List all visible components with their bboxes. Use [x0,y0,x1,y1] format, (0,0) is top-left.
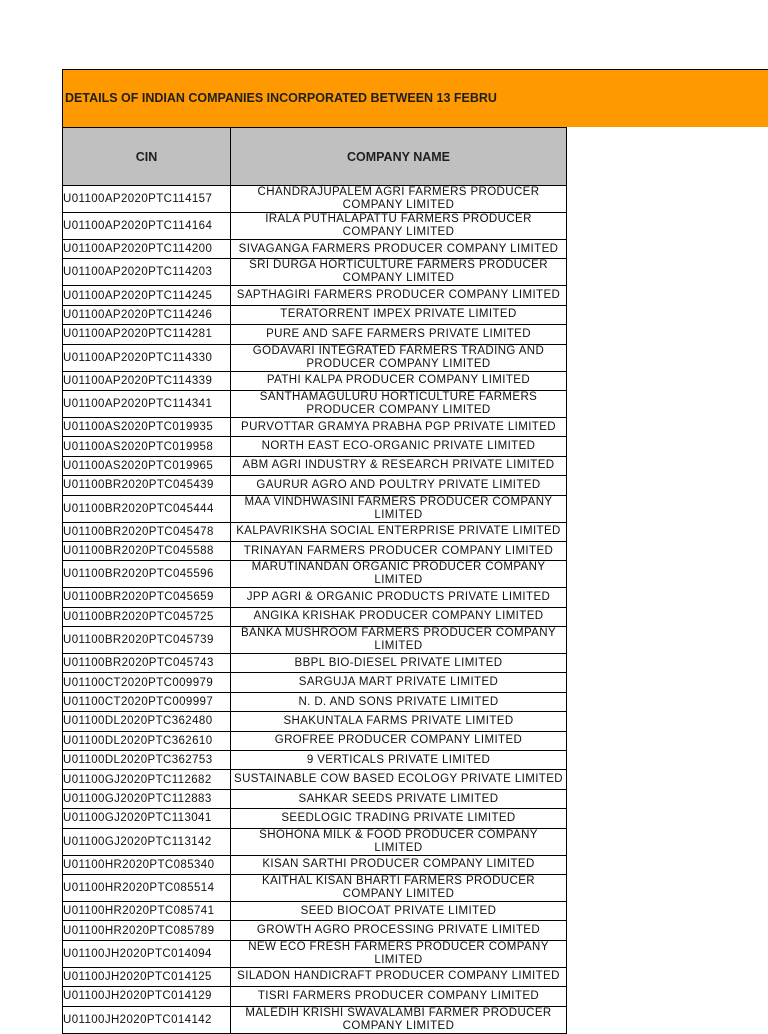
report-title: DETAILS OF INDIAN COMPANIES INCORPORATED BETWEEN 13 FEBRU [65,91,497,105]
company-name-cell [231,456,567,475]
company-name-text: GODAVARI INTEGRATED FARMERS TRADING AND PRODUCER COMPANY LIMITED [252,344,545,370]
company-name-cell [231,437,567,456]
table-row [63,495,567,522]
company-name-text: SANTHAMAGULURU HORTICULTURE FARMERS PRODUCER COMPANY LIMITED [259,390,538,416]
cin-cell: U01100BR2020PTC045725 [63,607,231,626]
table-row [63,940,567,967]
table-row [63,809,567,828]
table-row [63,456,567,475]
cin-cell: U01100AS2020PTC019935 [63,417,231,436]
cin-cell: U01100HR2020PTC085741 [63,901,231,920]
table-row [63,344,567,371]
company-name-cell [231,627,567,654]
company-name-text: JPP AGRI & ORGANIC PRODUCTS PRIVATE LIMITED [246,590,551,603]
company-name-text: SHOHONA MILK & FOOD PRODUCER COMPANY LIMITED [259,828,538,854]
cin-cell: U01100AS2020PTC019965 [63,456,231,475]
cin-cell: U01100BR2020PTC045588 [63,541,231,560]
table-row [63,213,567,240]
table-row [63,561,567,588]
company-name-cell [231,1006,567,1033]
company-name-text: MARUTINANDAN ORGANIC PRODUCER COMPANY LIMITED [251,561,546,587]
company-name-cell [231,259,567,286]
company-name-cell [231,588,567,607]
table-row [63,259,567,286]
company-name-text: TRINAYAN FARMERS PRODUCER COMPANY LIMITED [243,544,554,557]
company-name-text: 9 VERTICALS PRIVATE LIMITED [306,753,491,766]
company-name-cell [231,712,567,731]
cin-cell: U01100DL2020PTC362753 [63,751,231,770]
cin-cell: U01100CT2020PTC009979 [63,673,231,692]
table-row [63,770,567,789]
company-name-cell [231,305,567,324]
company-name-cell [231,987,567,1006]
cin-cell: U01100BR2020PTC045743 [63,654,231,673]
cin-cell: U01100GJ2020PTC112883 [63,789,231,808]
cin-cell: U01100BR2020PTC045439 [63,476,231,495]
company-name-cell [231,325,567,344]
table-row [63,901,567,920]
table-row [63,921,567,940]
cin-cell: U01100AP2020PTC114157 [63,186,231,213]
cin-cell: U01100JH2020PTC014129 [63,987,231,1006]
company-name-cell [231,561,567,588]
cin-cell: U01100AP2020PTC114164 [63,213,231,240]
company-name-text: MAA VINDHWASINI FARMERS PRODUCER COMPANY LIMITED [244,495,553,521]
company-name-text: BANKA MUSHROOM FARMERS PRODUCER COMPANY LIMITED [240,627,557,653]
companies-table [62,127,567,1034]
company-name-cell [231,417,567,436]
company-name-text: N. D. AND SONS PRIVATE LIMITED [298,695,499,708]
company-name-cell [231,390,567,417]
company-name-cell [231,286,567,305]
cin-cell: U01100HR2020PTC085514 [63,874,231,901]
column-header-company-name: COMPANY NAME [231,128,567,186]
table-row [63,240,567,259]
company-name-text: SRI DURGA HORTICULTURE FARMERS PRODUCER COMPANY LIMITED [249,259,548,285]
cin-cell: U01100DL2020PTC362610 [63,731,231,750]
table-row [63,437,567,456]
company-name-text: ABM AGRI INDUSTRY & RESEARCH PRIVATE LIMITED [242,459,555,472]
company-name-cell [231,495,567,522]
company-name-cell [231,901,567,920]
table-row [63,874,567,901]
company-name-cell [231,809,567,828]
company-name-text: PURVOTTAR GRAMYA PRABHA PGP PRIVATE LIMITED [241,420,556,433]
table-row [63,186,567,213]
company-name-text: GROFREE PRODUCER COMPANY LIMITED [274,734,523,747]
cin-cell: U01100BR2020PTC045444 [63,495,231,522]
company-name-cell [231,522,567,541]
table-row [63,476,567,495]
company-name-text: BBPL BIO-DIESEL PRIVATE LIMITED [294,656,503,669]
company-name-text: IRALA PUTHALAPATTU FARMERS PRODUCER COMPANY LIMITED [265,213,532,238]
cin-cell: U01100AS2020PTC019958 [63,437,231,456]
cin-cell: U01100GJ2020PTC113142 [63,828,231,855]
table-row [63,390,567,417]
table-row [63,371,567,390]
company-name-cell [231,828,567,855]
cin-cell: U01100BR2020PTC045478 [63,522,231,541]
company-name-text: SAPTHAGIRI FARMERS PRODUCER COMPANY LIMITED [236,289,561,302]
cin-cell: U01100HR2020PTC085789 [63,921,231,940]
cin-cell: U01100DL2020PTC362480 [63,712,231,731]
table-row [63,731,567,750]
company-name-text: CHANDRAJUPALEM AGRI FARMERS PRODUCER COMPANY LIMITED [257,186,540,211]
cin-cell: U01100AP2020PTC114341 [63,390,231,417]
cin-cell: U01100AP2020PTC114330 [63,344,231,371]
table-row [63,855,567,874]
cin-cell: U01100AP2020PTC114339 [63,371,231,390]
cin-cell: U01100JH2020PTC014142 [63,1006,231,1033]
cin-cell: U01100AP2020PTC114281 [63,325,231,344]
company-name-text: KAITHAL KISAN BHARTI FARMERS PRODUCER COMPANY LIMITED [262,874,535,900]
company-name-cell [231,789,567,808]
table-row [63,751,567,770]
table-row [63,692,567,711]
cin-cell: U01100BR2020PTC045596 [63,561,231,588]
company-name-cell [231,692,567,711]
company-name-text: KISAN SARTHI PRODUCER COMPANY LIMITED [262,858,535,871]
company-name-text: GAURUR AGRO AND POULTRY PRIVATE LIMITED [256,478,541,491]
table-row [63,828,567,855]
company-name-text: KALPAVRIKSHA SOCIAL ENTERPRISE PRIVATE LIMITED [236,525,561,538]
company-name-text: SEEDLOGIC TRADING PRIVATE LIMITED [281,811,516,824]
company-name-text: TISRI FARMERS PRODUCER COMPANY LIMITED [257,989,540,1002]
company-name-text: TERATORRENT IMPEX PRIVATE LIMITED [280,308,517,321]
table-row [63,1006,567,1033]
company-name-text: GROWTH AGRO PROCESSING PRIVATE LIMITED [256,924,541,937]
cin-cell: U01100JH2020PTC014125 [63,967,231,986]
company-name-text: SAHKAR SEEDS PRIVATE LIMITED [298,792,499,805]
company-name-text: SUSTAINABLE COW BASED ECOLOGY PRIVATE LIMITED [234,773,563,786]
company-name-text: NORTH EAST ECO-ORGANIC PRIVATE LIMITED [261,440,536,453]
company-name-cell [231,731,567,750]
company-name-text: PATHI KALPA PRODUCER COMPANY LIMITED [266,374,531,387]
company-name-cell [231,874,567,901]
table-row [63,627,567,654]
company-name-text: SARGUJA MART PRIVATE LIMITED [298,676,499,689]
company-name-cell [231,751,567,770]
cin-cell: U01100CT2020PTC009997 [63,692,231,711]
company-name-cell [231,371,567,390]
table-row [63,541,567,560]
company-name-text: ANGIKA KRISHAK PRODUCER COMPANY LIMITED [253,610,544,623]
cin-cell: U01100JH2020PTC014094 [63,940,231,967]
table-row [63,654,567,673]
company-name-text: SEED BIOCOAT PRIVATE LIMITED [300,904,497,917]
table-row [63,417,567,436]
cin-cell: U01100AP2020PTC114246 [63,305,231,324]
company-name-cell [231,541,567,560]
table-row [63,789,567,808]
company-name-cell [231,770,567,789]
table-row [63,607,567,626]
company-name-cell [231,673,567,692]
table-row [63,588,567,607]
cin-cell: U01100BR2020PTC045659 [63,588,231,607]
table-row [63,522,567,541]
table-row [63,967,567,986]
table-header-row [63,128,567,186]
company-name-cell [231,654,567,673]
table-row [63,712,567,731]
company-name-cell [231,344,567,371]
table-row [63,286,567,305]
report-title-banner [62,69,768,127]
company-name-cell [231,186,567,213]
column-header-cin: CIN [63,128,231,186]
company-name-text: SIVAGANGA FARMERS PRODUCER COMPANY LIMITED [238,242,559,255]
cin-cell: U01100AP2020PTC114245 [63,286,231,305]
company-name-cell [231,213,567,240]
table-row [63,305,567,324]
cin-cell: U01100BR2020PTC045739 [63,627,231,654]
cin-cell: U01100HR2020PTC085340 [63,855,231,874]
company-name-cell [231,921,567,940]
company-name-cell [231,855,567,874]
company-name-text: MALEDIH KRISHI SWAVALAMBI FARMER PRODUCER COMPANY LIMITED [245,1006,552,1032]
cin-cell: U01100AP2020PTC114200 [63,240,231,259]
cin-cell: U01100AP2020PTC114203 [63,259,231,286]
company-name-cell [231,967,567,986]
company-name-cell [231,607,567,626]
company-name-text: SHAKUNTALA FARMS PRIVATE LIMITED [283,714,514,727]
table-row [63,673,567,692]
company-name-text: PURE AND SAFE FARMERS PRIVATE LIMITED [266,327,531,340]
company-name-cell [231,476,567,495]
table-row [63,325,567,344]
company-name-cell [231,940,567,967]
company-name-text: SILADON HANDICRAFT PRODUCER COMPANY LIMITED [237,970,560,983]
cin-cell: U01100GJ2020PTC113041 [63,809,231,828]
cin-cell: U01100GJ2020PTC112682 [63,770,231,789]
company-name-text: NEW ECO FRESH FARMERS PRODUCER COMPANY LIMITED [248,940,549,966]
company-name-cell [231,240,567,259]
table-row [63,987,567,1006]
